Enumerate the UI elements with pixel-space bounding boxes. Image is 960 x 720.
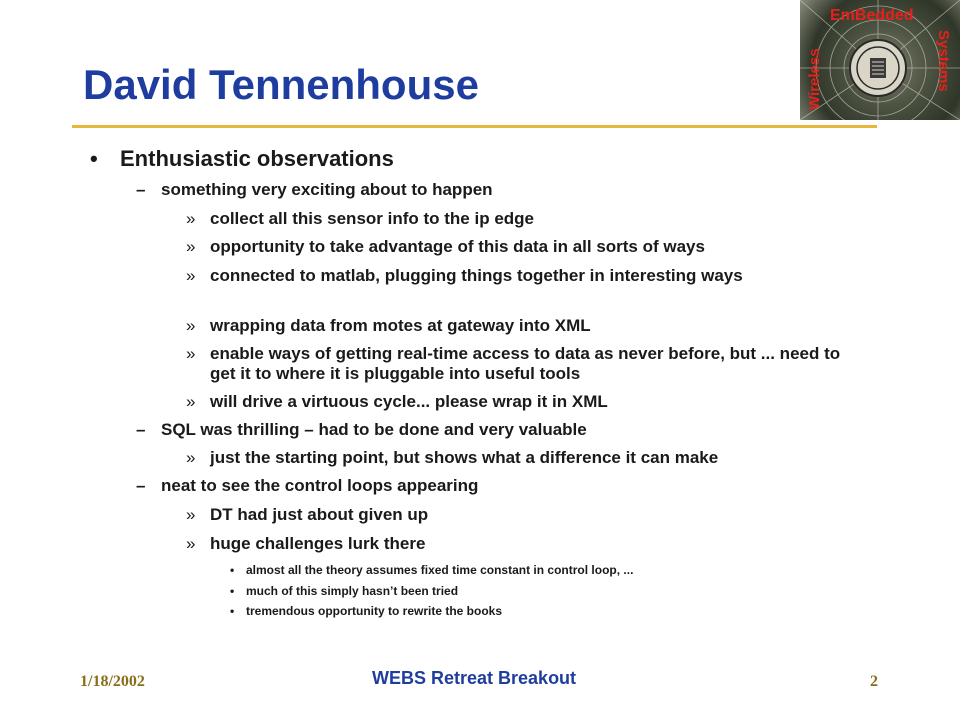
bullet-marker: • [90, 146, 98, 171]
bullet-marker: » [186, 237, 196, 256]
logo-label-embedded: EmBedded [830, 7, 914, 24]
bullet-text: opportunity to take advantage of this data in all sorts of ways [210, 237, 705, 256]
bullet-text: DT had just about given up [210, 505, 429, 524]
slide-title: David Tennenhouse [83, 61, 479, 108]
bullet-text: Enthusiastic observations [120, 146, 394, 171]
bullet-text: something very exciting about to happen [161, 180, 493, 199]
bullet-marker: • [230, 563, 235, 577]
title-underline [72, 125, 877, 128]
bullet-marker: » [186, 505, 196, 524]
bullet-marker: » [186, 392, 196, 411]
bullet-text: just the starting point, but shows what a difference it can make [210, 448, 719, 467]
bullet-text: enable ways of getting real-time access to data as never before, but ... need to get it to where it is pluggable into useful tools [210, 344, 841, 383]
bullet-text: wrapping data from motes at gateway into XML [210, 316, 591, 335]
bullet-marker: » [186, 448, 196, 467]
bullet-text: almost all the theory assumes fixed time constant in control loop, ... [246, 563, 634, 577]
bullet-marker: » [186, 209, 196, 228]
webs-logo [800, 0, 960, 120]
bullet-marker: • [230, 584, 235, 598]
bullet-text: will drive a virtuous cycle... please wrap it in XML [210, 392, 608, 411]
bullet-marker: – [136, 420, 146, 439]
bullet-text: neat to see the control loops appearing [161, 476, 479, 495]
bullet-text: collect all this sensor info to the ip edge [210, 209, 534, 228]
bullet-text: much of this simply hasn’t been tried [246, 584, 459, 598]
bullet-marker: – [136, 180, 146, 199]
bullet-marker: » [186, 534, 196, 553]
bullet-text: tremendous opportunity to rewrite the books [246, 604, 503, 618]
bullet-text: SQL was thrilling – had to be done and very valuable [161, 420, 587, 439]
footer-date: 1/18/2002 [80, 673, 145, 690]
bullet-marker: » [186, 266, 196, 285]
bullet-marker: » [186, 316, 196, 335]
bullet-marker: – [136, 476, 146, 495]
page-number: 2 [870, 673, 878, 690]
bullet-marker: • [230, 604, 235, 618]
logo-label-wireless: Wireless [806, 48, 823, 110]
logo-label-systems: Systems [935, 30, 952, 92]
bullet-text: connected to matlab, plugging things together in interesting ways [210, 266, 743, 285]
footer-title: WEBS Retreat Breakout [372, 668, 577, 688]
bullet-text: huge challenges lurk there [210, 534, 426, 553]
bullet-marker: » [186, 344, 196, 363]
